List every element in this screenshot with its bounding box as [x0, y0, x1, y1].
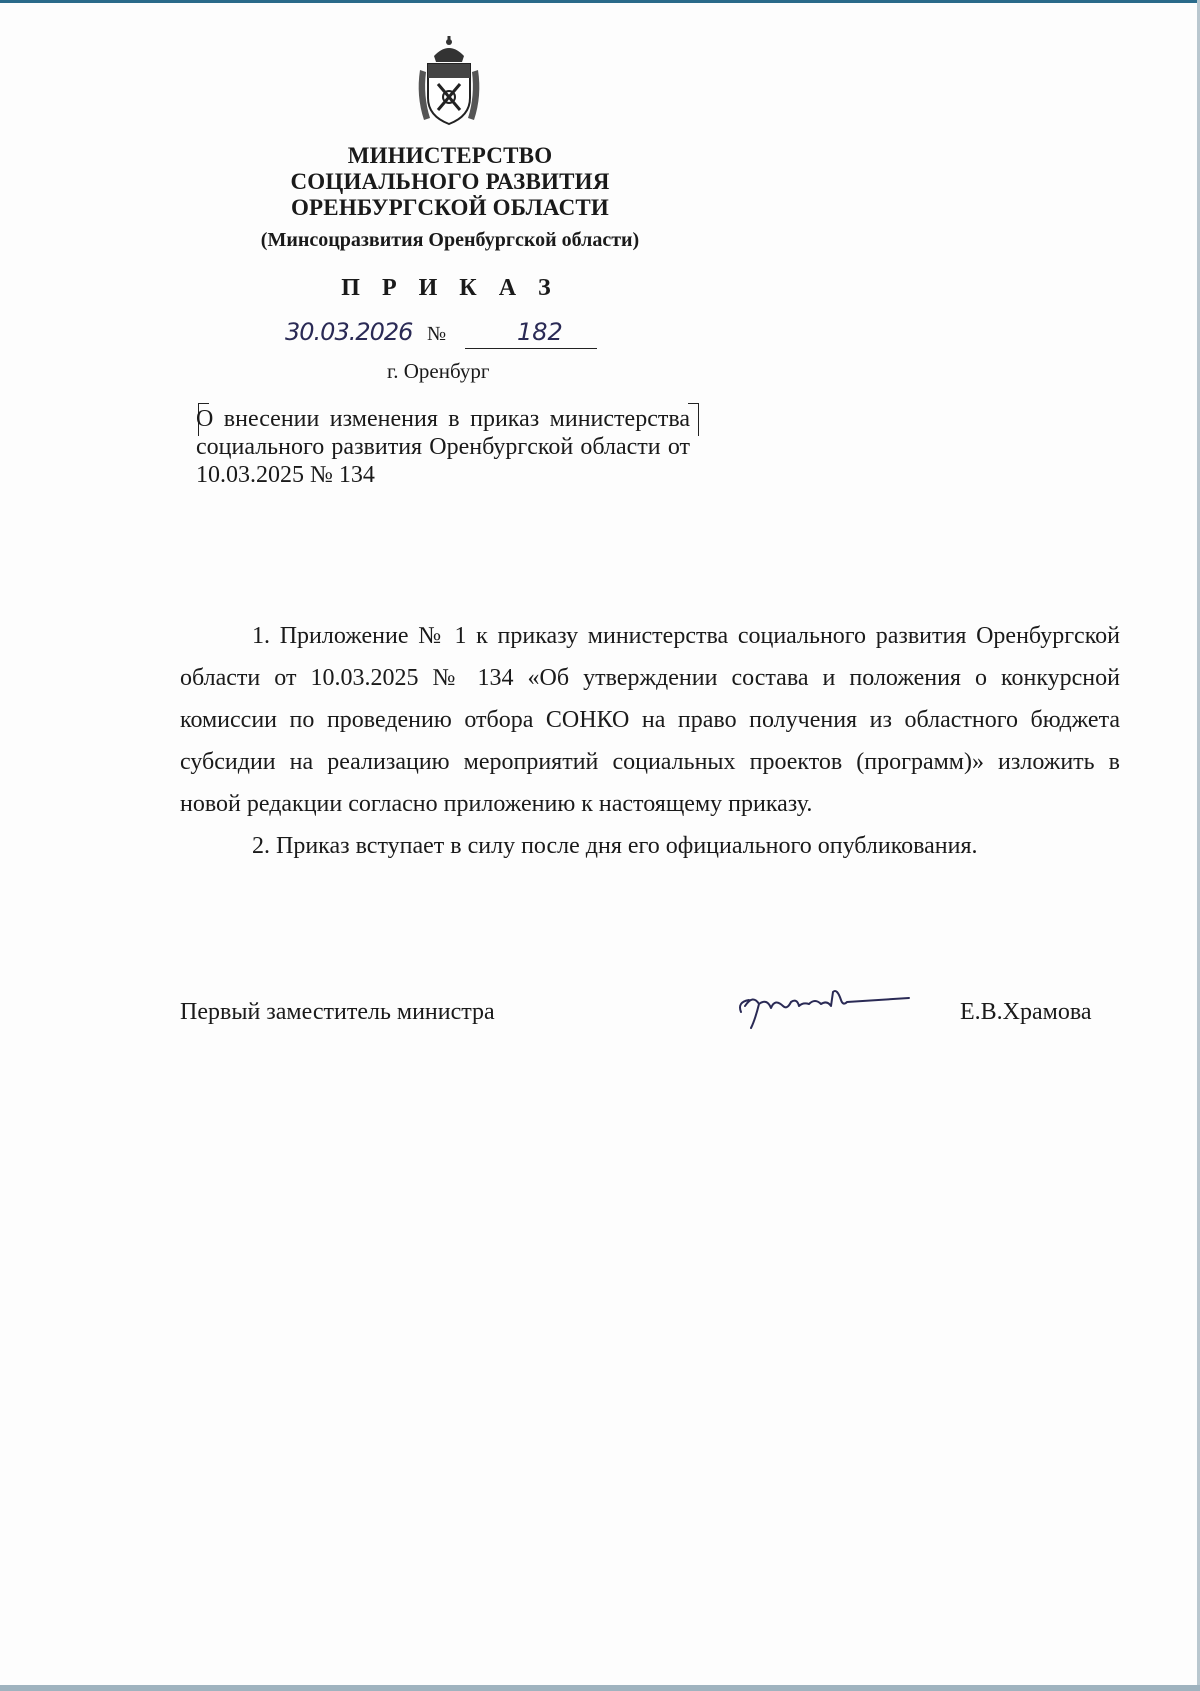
order-number-sign: № [427, 323, 447, 345]
order-subject: О внесении изменения в приказ министерства социального развития Оренбургской области от 10.03.2025 № 134 [196, 406, 690, 488]
order-number: 182 [517, 318, 563, 346]
document-type-title: П Р И К А З [341, 275, 559, 301]
org-name-line-3: ОРЕНБУРГСКОЙ ОБЛАСТИ [290, 195, 610, 220]
body-paragraph-1: 1. Приложение № 1 к приказу министерства социального развития Оренбургской области от 10.03.2025 № 134 «Об утверждении состава и положения о конкурсной комиссии по проведению отбора СОНКО на право получения из областного бюджета субсидии на реализацию мероприятий социальных проектов (программ)» изложить в новой редакции согласно приложению к настоящему приказу. [180, 623, 1120, 817]
order-number-underline [465, 348, 597, 349]
handwritten-signature [733, 980, 913, 1034]
scan-edge-top [0, 0, 1200, 3]
signatory-name: Е.В.Храмова [960, 999, 1092, 1025]
oblast-coat-of-arms-icon [414, 36, 484, 130]
scan-edge-bottom [0, 1685, 1200, 1691]
order-city: г. Оренбург [387, 359, 490, 383]
order-body [180, 615, 1120, 867]
body-paragraph-2: 2. Приказ вступает в силу после дня его официального опубликования. [252, 833, 978, 859]
order-date-number-line [285, 318, 625, 352]
order-date: 30.03.2026 [285, 318, 413, 346]
signatory-position: Первый заместитель министра [180, 999, 495, 1025]
org-name-line-2: СОЦИАЛЬНОГО РАЗВИТИЯ [290, 169, 610, 194]
org-short-name: (Минсоцразвития Оренбургской области) [260, 229, 640, 251]
org-name-line-1: МИНИСТЕРСТВО [347, 143, 553, 168]
